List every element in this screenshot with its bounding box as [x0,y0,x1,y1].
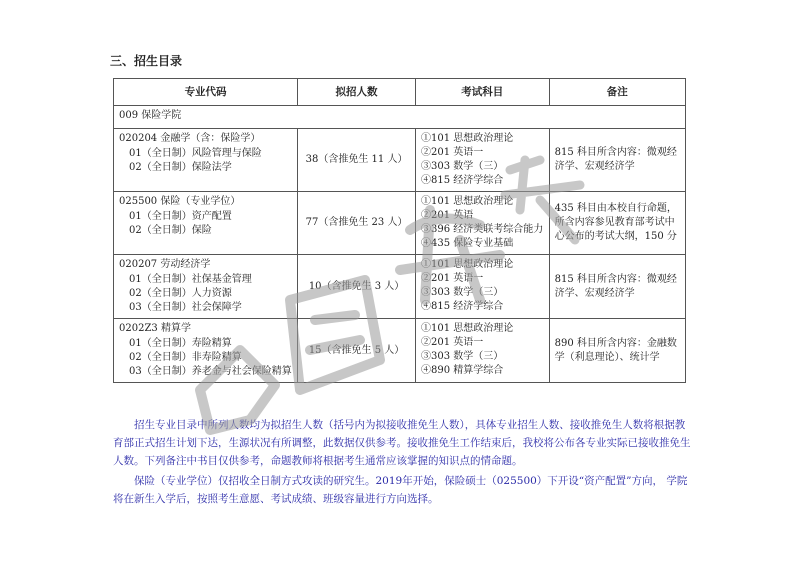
exam-subject: ②201 英语一 [420,147,484,158]
major-row [114,255,686,319]
enrollment-count: 38（含推免生 11 人） [298,129,416,192]
header-exam-subjects: 考试科目 [415,79,549,106]
exam-subjects-cell [415,192,549,255]
major-code-cell [114,319,298,383]
enrollment-count: 77（含推免生 23 人） [298,192,416,255]
major-name: 025500 保险（专业学位） [119,196,241,207]
notes-cell: 890 科目所含内容：金融数学（利息理论）、统计学 [549,319,685,383]
major-name: 020204 金融学（含：保险学） [119,133,261,144]
major-row [114,319,686,383]
notes-cell: 435 科目由本校自行命题，所含内容参见教育部考试中心公布的考试大纲，150 分 [549,192,685,255]
exam-subject: ④890 精算学综合 [420,365,504,376]
direction-item: 02（全日制）非寿险精算 [129,352,242,363]
header-notes: 备注 [549,79,685,106]
major-code-cell [114,192,298,255]
direction-item: 02（全日制）人力资源 [129,288,232,299]
exam-subject: ④815 经济学综合 [420,301,504,312]
major-name: 0202Z3 精算学 [119,323,191,334]
exam-subject: ③303 数学（三） [420,287,504,298]
direction-item: 02（全日制）保险 [129,225,212,236]
direction-item: 01（全日制）风险管理与保险 [129,148,262,159]
exam-subject: ①101 思想政治理论 [420,323,514,334]
table-header-row [114,79,686,106]
direction-item: 01（全日制）寿险精算 [129,338,232,349]
enrollment-count: 10（含推免生 3 人） [298,255,416,319]
direction-item: 03（全日制）社会保障学 [129,302,242,313]
college-name: 009 保险学院 [114,106,686,129]
exam-subject: ④435 保险专业基础 [420,238,514,249]
paragraph-enrollment-note: 招生专业目录中所列人数均为拟招生人数（括号内为拟接收推免生人数），具体专业招生人数、接收推免生人数将根据教育部正式招生计划下达，生源状况有所调整，此数据仅供参考。接收推免生工作结束后，我校将公布各专业实际已接收推免生人数。下列备注中书目仅供参考，命题教师将根据考生通常应该掌握的知识点的情命题。 [113,419,691,467]
notes-cell: 815 科目所含内容：微观经济学、宏观经济学 [549,129,685,192]
paragraph-professional-degree-note: 保险（专业学位）仅招收全日制方式攻读的研究生。2019年开始，保险硕士（025500）下开设“资产配置”方向， 学院将在新生入学后，按照考生意愿、考试成绩、班级容量进行方向选择。 [113,475,688,505]
exam-subject: ④815 经济学综合 [420,175,504,186]
section-title: 三、招生目录 [110,54,183,68]
direction-item: 02（全日制）保险法学 [129,162,232,173]
major-row [114,129,686,192]
exam-subject: ③303 数学（三） [420,161,504,172]
exam-subjects-cell [415,129,549,192]
exam-subject: ①101 思想政治理论 [420,259,514,270]
college-row [114,106,686,129]
exam-subject: ③396 经济类联考综合能力 [420,224,544,235]
enrollment-catalog-table [113,78,686,383]
exam-subject: ③303 数学（三） [420,351,504,362]
exam-subject: ①101 思想政治理论 [420,196,514,207]
major-code-cell [114,129,298,192]
exam-subject: ②201 英语一 [420,273,484,284]
exam-subjects-cell [415,255,549,319]
header-enrollment: 拟招人数 [298,79,416,106]
direction-item: 03（全日制）养老金与社会保险精算 [129,366,292,377]
major-name: 020207 劳动经济学 [119,259,211,270]
header-major-code: 专业代码 [114,79,298,106]
enrollment-count: 15（含推免生 5 人） [298,319,416,383]
exam-subject: ②201 英语 [420,210,474,221]
exam-subjects-cell [415,319,549,383]
direction-item: 01（全日制）资产配置 [129,211,232,222]
exam-subject: ①101 思想政治理论 [420,133,514,144]
notes-cell: 815 科目所含内容：微观经济学、宏观经济学 [549,255,685,319]
major-row [114,192,686,255]
major-code-cell [114,255,298,319]
direction-item: 01（全日制）社保基金管理 [129,274,252,285]
exam-subject: ②201 英语一 [420,337,484,348]
